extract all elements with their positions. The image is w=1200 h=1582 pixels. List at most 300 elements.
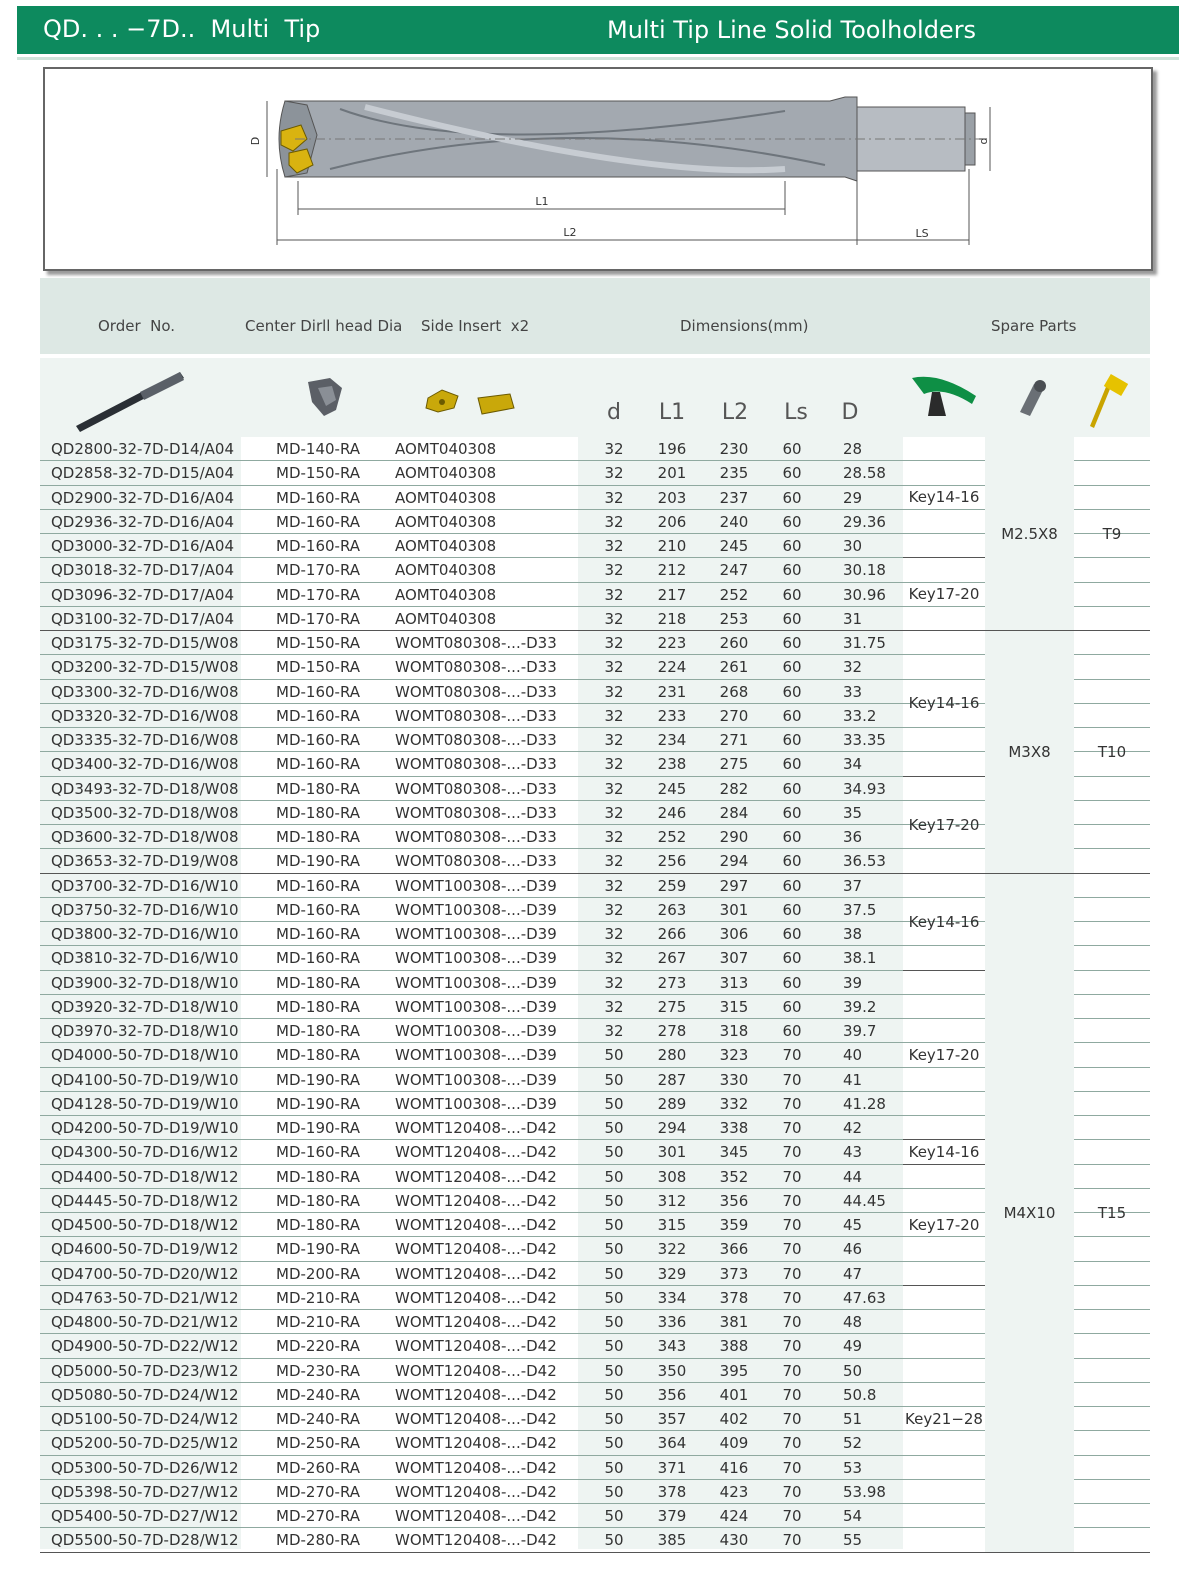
dim-D-cell: 50 [843, 1361, 863, 1380]
dim-d-cell: 50 [604, 1216, 624, 1234]
key-cell [903, 1165, 985, 1286]
dim-L1-cell: 224 [657, 658, 687, 677]
dim-L1-cell: 336 [657, 1313, 687, 1331]
dim-Ls-cell: 70 [782, 1313, 802, 1331]
dim-D-cell: 42 [843, 1119, 863, 1137]
side-insert-cell: AOMT040308 [395, 488, 497, 507]
dim-d-cell: 32 [604, 1022, 624, 1040]
torx-cell [1074, 437, 1150, 631]
dim-L1-cell: 206 [657, 512, 687, 531]
dim-L1-cell: 218 [657, 609, 687, 628]
side-insert-cell: WOMT120408-...-D42 [395, 1240, 557, 1259]
dim-D-cell: 31.75 [843, 634, 886, 652]
key-cell-label: Key21−28 [905, 1409, 983, 1428]
center-head-cell: MD-230-RA [276, 1361, 361, 1380]
banner-underline [17, 57, 1179, 60]
dim-L2-cell: 260 [719, 634, 749, 652]
order-no-cell: QD3000-32-7D-D16/A04 [51, 537, 234, 555]
key-cell-label: Key17-20 [908, 815, 980, 834]
screw-cell-label: M3X8 [1008, 742, 1051, 761]
dim-L2-cell: 332 [719, 1094, 749, 1113]
key-cell-label: Key14-16 [908, 694, 980, 713]
side-insert-cell: AOMT040308 [395, 585, 497, 604]
dim-d-cell: 32 [604, 537, 624, 555]
order-no-cell: QD3920-32-7D-D18/W10 [51, 997, 239, 1016]
center-head-cell: MD-160-RA [276, 1143, 361, 1162]
dim-L1-cell: 334 [657, 1288, 687, 1307]
order-no-cell: QD4500-50-7D-D18/W12 [51, 1216, 239, 1234]
center-head-cell: MD-160-RA [276, 731, 361, 749]
dim-d-cell: 32 [604, 803, 624, 822]
dim-D-cell: 37 [843, 876, 863, 895]
dim-d-cell: 50 [604, 1434, 624, 1453]
dim-d-cell: 32 [604, 900, 624, 919]
dim-L2-cell: 235 [719, 464, 749, 483]
dim-L2-cell: 237 [719, 488, 749, 507]
dim-d-cell: 50 [604, 1410, 624, 1428]
order-no-cell: QD4100-50-7D-D19/W10 [51, 1070, 239, 1089]
dim-L1-cell: 294 [657, 1119, 687, 1137]
dim-d-cell: 50 [604, 1191, 624, 1210]
dim-L2-cell: 378 [719, 1288, 749, 1307]
dim-d-cell: 50 [604, 1482, 624, 1501]
order-no-cell: QD3750-32-7D-D16/W10 [51, 900, 239, 919]
dim-L2-cell: 352 [719, 1167, 749, 1186]
dim-L1-cell: 246 [657, 803, 687, 822]
side-insert-cell: WOMT100308-...-D39 [395, 973, 557, 992]
center-head-cell: MD-190-RA [276, 852, 361, 871]
dim-L2-cell: 401 [719, 1385, 749, 1404]
dim-L2-cell: 307 [719, 949, 749, 968]
dim-Ls-cell: 70 [782, 1216, 802, 1234]
dim-L1-cell: 350 [657, 1361, 687, 1380]
center-head-cell: MD-160-RA [276, 488, 361, 507]
key-cell-label: Key14-16 [908, 912, 980, 931]
dim-D-cell: 30.96 [843, 585, 886, 604]
dim-D-cell: 44 [843, 1167, 863, 1186]
dim-d-cell: 50 [604, 1119, 624, 1137]
dim-L2-cell: 275 [719, 755, 749, 774]
side-insert-cell: WOMT120408-...-D42 [395, 1216, 557, 1234]
dim-d-cell: 50 [604, 1361, 624, 1380]
dim-D-cell: 40 [843, 1046, 863, 1065]
dim-D-cell: 51 [843, 1410, 863, 1428]
dim-d-cell: 50 [604, 1337, 624, 1356]
dim-D-cell: 39.2 [843, 997, 877, 1016]
center-head-cell: MD-190-RA [276, 1119, 361, 1137]
dim-d-cell: 32 [604, 925, 624, 943]
dim-L2-cell: 284 [719, 803, 749, 822]
dim-D-cell: 48 [843, 1313, 863, 1331]
dim-D-cell: 33.2 [843, 706, 877, 725]
side-insert-cell: AOMT040308 [395, 537, 497, 555]
order-no-cell: QD5080-50-7D-D24/W12 [51, 1385, 239, 1404]
dim-L1-cell: 256 [657, 852, 687, 871]
dim-d-cell: 32 [604, 682, 624, 701]
dim-d-cell: 32 [604, 609, 624, 628]
dim-Ls-cell: 60 [782, 682, 802, 701]
order-no-cell: QD3400-32-7D-D16/W08 [51, 755, 239, 774]
order-no-cell: QD2800-32-7D-D14/A04 [51, 440, 234, 458]
side-insert-cell: WOMT100308-...-D39 [395, 1094, 557, 1113]
dim-d-cell: 50 [604, 1288, 624, 1307]
center-head-cell: MD-260-RA [276, 1458, 361, 1477]
dim-D-cell: 28 [843, 440, 863, 458]
dim-L2-cell: 230 [719, 440, 749, 458]
dim-L2-cell: 282 [719, 779, 749, 798]
order-no-cell: QD2858-32-7D-D15/A04 [51, 464, 234, 483]
key-cell [903, 874, 985, 971]
dim-Ls-cell: 70 [782, 1143, 802, 1162]
dim-L1-cell: 203 [657, 488, 687, 507]
dim-Ls-cell: 60 [782, 512, 802, 531]
dim-D-cell: 49 [843, 1337, 863, 1356]
side-insert-cell: WOMT080308-...-D33 [395, 658, 557, 677]
dim-L2-cell: 373 [719, 1264, 749, 1283]
dim-L1-cell: 231 [657, 682, 687, 701]
center-head-cell: MD-270-RA [276, 1507, 361, 1525]
torx-cell-label: T15 [1097, 1203, 1127, 1222]
order-no-cell: QD5000-50-7D-D23/W12 [51, 1361, 239, 1380]
dim-d-cell: 32 [604, 634, 624, 652]
order-no-cell: QD3500-32-7D-D18/W08 [51, 803, 239, 822]
side-insert-cell: WOMT080308-...-D33 [395, 755, 557, 774]
center-head-cell: MD-160-RA [276, 876, 361, 895]
toolholder-diagram [45, 69, 1151, 269]
side-insert-cell: WOMT120408-...-D42 [395, 1119, 557, 1137]
dim-Ls-cell: 60 [782, 803, 802, 822]
dim-Ls-cell: 60 [782, 537, 802, 555]
center-head-cell: MD-180-RA [276, 997, 361, 1016]
dim-label-d: d [607, 400, 621, 425]
dim-D-cell: 39.7 [843, 1022, 877, 1040]
dim-Ls-cell: 70 [782, 1167, 802, 1186]
dim-D-cell: 46 [843, 1240, 863, 1259]
dim-Ls-cell: 60 [782, 464, 802, 483]
order-no-cell: QD3800-32-7D-D16/W10 [51, 925, 239, 943]
insert-womt-icon [478, 394, 514, 414]
order-no-cell: QD4900-50-7D-D22/W12 [51, 1337, 239, 1356]
drawing-label-LS: LS [915, 227, 929, 240]
dim-L1-cell: 233 [657, 706, 687, 725]
dim-d-cell: 32 [604, 852, 624, 871]
dim-L1-cell: 201 [657, 464, 687, 483]
dim-d-cell: 32 [604, 488, 624, 507]
order-no-cell: QD4300-50-7D-D16/W12 [51, 1143, 239, 1162]
dim-Ls-cell: 70 [782, 1361, 802, 1380]
drawing-label-L1: L1 [535, 195, 549, 208]
column-spare-parts: Spare Parts [991, 317, 1077, 335]
side-insert-cell: WOMT120408-...-D42 [395, 1143, 557, 1162]
drawing-label-d: d [977, 137, 990, 145]
order-no-cell: QD2936-32-7D-D16/A04 [51, 512, 234, 531]
center-head-cell: MD-160-RA [276, 949, 361, 968]
series-title: QD. . . −7D.. Multi Tip [43, 15, 321, 43]
dim-D-cell: 33 [843, 682, 863, 701]
dim-L2-cell: 270 [719, 706, 749, 725]
screw-cell [985, 874, 1074, 1553]
dim-L2-cell: 359 [719, 1216, 749, 1234]
dim-Ls-cell: 60 [782, 585, 802, 604]
side-insert-cell: WOMT120408-...-D42 [395, 1410, 557, 1428]
dim-Ls-cell: 60 [782, 561, 802, 580]
key-cell [903, 1140, 985, 1164]
order-no-cell: QD5200-50-7D-D25/W12 [51, 1434, 239, 1453]
dim-Ls-cell: 70 [782, 1288, 802, 1307]
dim-D-cell: 41.28 [843, 1094, 886, 1113]
center-head-cell: MD-160-RA [276, 512, 361, 531]
dim-L1-cell: 378 [657, 1482, 687, 1501]
dim-L2-cell: 356 [719, 1191, 749, 1210]
key-cell [903, 777, 985, 874]
center-head-cell: MD-250-RA [276, 1434, 361, 1453]
product-icons [40, 358, 1150, 437]
key-cell-label: Key14-16 [908, 1142, 980, 1161]
dim-Ls-cell: 70 [782, 1434, 802, 1453]
dim-D-cell: 32 [843, 658, 863, 677]
column-side-insert: Side Insert x2 [421, 317, 530, 335]
dim-L1-cell: 322 [657, 1240, 687, 1259]
center-head-cell: MD-150-RA [276, 658, 361, 677]
side-insert-cell: AOMT040308 [395, 561, 497, 580]
center-head-cell: MD-210-RA [276, 1313, 361, 1331]
dim-d-cell: 50 [604, 1458, 624, 1477]
side-insert-cell: WOMT080308-...-D33 [395, 779, 557, 798]
dim-d-cell: 32 [604, 828, 624, 846]
center-head-cell: MD-190-RA [276, 1070, 361, 1089]
dim-D-cell: 30.18 [843, 561, 886, 580]
key-cell [903, 971, 985, 1141]
dim-D-cell: 34 [843, 755, 863, 774]
dim-Ls-cell: 70 [782, 1410, 802, 1428]
dim-D-cell: 50.8 [843, 1385, 877, 1404]
column-center-head: Center Dirll head Dia [245, 317, 403, 335]
dim-D-cell: 55 [843, 1531, 863, 1550]
center-head-cell: MD-220-RA [276, 1337, 361, 1356]
dim-L1-cell: 280 [657, 1046, 687, 1065]
center-head-cell: MD-190-RA [276, 1094, 361, 1113]
dim-L1-cell: 267 [657, 949, 687, 968]
title-banner [17, 6, 1179, 54]
dim-L1-cell: 312 [657, 1191, 687, 1210]
order-no-cell: QD3096-32-7D-D17/A04 [51, 585, 234, 604]
side-insert-cell: WOMT080308-...-D33 [395, 682, 557, 701]
dim-Ls-cell: 60 [782, 925, 802, 943]
dim-L1-cell: 212 [657, 561, 687, 580]
dim-L1-cell: 263 [657, 900, 687, 919]
dim-d-cell: 50 [604, 1070, 624, 1089]
center-head-cell: MD-200-RA [276, 1264, 361, 1283]
dim-L2-cell: 240 [719, 512, 749, 531]
center-head-cell: MD-180-RA [276, 1191, 361, 1210]
dim-D-cell: 53 [843, 1458, 863, 1477]
dim-L1-cell: 357 [657, 1410, 687, 1428]
dim-L1-cell: 278 [657, 1022, 687, 1040]
side-insert-cell: AOMT040308 [395, 609, 497, 628]
column-order-no: Order No. [98, 317, 176, 335]
screw-cell-label: M4X10 [1003, 1203, 1056, 1222]
side-insert-cell: AOMT040308 [395, 464, 497, 483]
dim-D-cell: 45 [843, 1216, 863, 1234]
dim-L1-cell: 210 [657, 537, 687, 555]
dim-D-cell: 44.45 [843, 1191, 886, 1210]
dim-Ls-cell: 60 [782, 779, 802, 798]
dim-L1-cell: 234 [657, 731, 687, 749]
side-insert-cell: WOMT080308-...-D33 [395, 706, 557, 725]
dim-D-cell: 47 [843, 1264, 863, 1283]
order-no-cell: QD3018-32-7D-D17/A04 [51, 561, 234, 580]
order-no-cell: QD3335-32-7D-D16/W08 [51, 731, 239, 749]
dim-Ls-cell: 60 [782, 973, 802, 992]
dim-L1-cell: 238 [657, 755, 687, 774]
dim-L2-cell: 424 [719, 1507, 749, 1525]
dim-L2-cell: 297 [719, 876, 749, 895]
center-head-cell: MD-160-RA [276, 537, 361, 555]
dim-d-cell: 50 [604, 1240, 624, 1259]
dim-L2-cell: 395 [719, 1361, 749, 1380]
torx-cell [1074, 631, 1150, 874]
center-head-cell: MD-160-RA [276, 755, 361, 774]
dim-D-cell: 35 [843, 803, 863, 822]
dim-d-cell: 32 [604, 585, 624, 604]
dim-Ls-cell: 60 [782, 997, 802, 1016]
dim-L1-cell: 329 [657, 1264, 687, 1283]
dim-L1-cell: 343 [657, 1337, 687, 1356]
dim-Ls-cell: 70 [782, 1046, 802, 1065]
dim-L2-cell: 323 [719, 1046, 749, 1065]
dim-d-cell: 32 [604, 731, 624, 749]
dim-Ls-cell: 70 [782, 1531, 802, 1550]
dim-L1-cell: 266 [657, 925, 687, 943]
drawing-label-D: D [249, 136, 262, 146]
order-no-cell: QD3175-32-7D-D15/W08 [51, 634, 239, 652]
torx-cell-label: T9 [1102, 524, 1122, 543]
dim-d-cell: 32 [604, 997, 624, 1016]
screw-cell [985, 631, 1074, 874]
side-insert-cell: WOMT120408-...-D42 [395, 1191, 557, 1210]
dim-d-cell: 32 [604, 876, 624, 895]
order-no-cell: QD3200-32-7D-D15/W08 [51, 658, 239, 677]
order-no-cell: QD4600-50-7D-D19/W12 [51, 1240, 239, 1259]
side-insert-cell: WOMT120408-...-D42 [395, 1458, 557, 1477]
dim-label-Ls: Ls [784, 400, 808, 425]
side-insert-cell: WOMT120408-...-D42 [395, 1385, 557, 1404]
product-line-title: Multi Tip Line Solid Toolholders [607, 16, 977, 44]
center-head-cell: MD-180-RA [276, 973, 361, 992]
dim-D-cell: 38 [843, 925, 863, 943]
dim-d-cell: 32 [604, 706, 624, 725]
dim-L1-cell: 379 [657, 1507, 687, 1525]
dim-L2-cell: 409 [719, 1434, 749, 1453]
side-insert-cell: WOMT100308-...-D39 [395, 1070, 557, 1089]
order-no-cell: QD5300-50-7D-D26/W12 [51, 1458, 239, 1477]
key-cell [903, 631, 985, 777]
drawing-label-L2: L2 [563, 226, 577, 239]
dim-L1-cell: 356 [657, 1385, 687, 1404]
dim-D-cell: 30 [843, 537, 863, 555]
dim-L1-cell: 275 [657, 997, 687, 1016]
center-head-cell: MD-160-RA [276, 900, 361, 919]
dim-D-cell: 41 [843, 1070, 863, 1089]
dim-D-cell: 33.35 [843, 731, 886, 749]
dim-d-cell: 50 [604, 1531, 624, 1550]
order-no-cell: QD3700-32-7D-D16/W10 [51, 876, 239, 895]
dim-L1-cell: 259 [657, 876, 687, 895]
order-no-cell: QD4763-50-7D-D21/W12 [51, 1288, 239, 1307]
dim-L2-cell: 423 [719, 1482, 749, 1501]
dim-d-cell: 32 [604, 464, 624, 483]
center-head-cell: MD-270-RA [276, 1482, 361, 1501]
order-no-cell: QD5400-50-7D-D27/W12 [51, 1507, 239, 1525]
key-cell [903, 1286, 985, 1553]
center-head-cell: MD-180-RA [276, 828, 361, 846]
order-no-cell: QD3100-32-7D-D17/A04 [51, 609, 234, 628]
dim-Ls-cell: 70 [782, 1385, 802, 1404]
dim-D-cell: 29.36 [843, 512, 886, 531]
dim-D-cell: 28.58 [843, 464, 886, 483]
center-head-cell: MD-170-RA [276, 561, 361, 580]
dim-L2-cell: 315 [719, 997, 749, 1016]
icon-row [40, 358, 1150, 437]
dim-Ls-cell: 60 [782, 852, 802, 871]
dim-d-cell: 50 [604, 1143, 624, 1162]
dim-L1-cell: 308 [657, 1167, 687, 1186]
dim-Ls-cell: 70 [782, 1094, 802, 1113]
screw-cell-label: M2.5X8 [1001, 524, 1058, 543]
center-head-cell: MD-170-RA [276, 585, 361, 604]
order-no-cell: QD4400-50-7D-D18/W12 [51, 1167, 239, 1186]
side-insert-cell: WOMT100308-...-D39 [395, 876, 557, 895]
dim-Ls-cell: 70 [782, 1458, 802, 1477]
side-insert-cell: WOMT120408-...-D42 [395, 1264, 557, 1283]
dim-D-cell: 38.1 [843, 949, 877, 968]
order-no-cell: QD5398-50-7D-D27/W12 [51, 1482, 239, 1501]
order-no-cell: QD3810-32-7D-D16/W10 [51, 949, 239, 968]
dim-L1-cell: 223 [657, 634, 687, 652]
dim-d-cell: 50 [604, 1094, 624, 1113]
dim-L2-cell: 345 [719, 1143, 749, 1162]
side-insert-cell: AOMT040308 [395, 512, 497, 531]
dim-L2-cell: 313 [719, 973, 749, 992]
dim-L2-cell: 253 [719, 609, 749, 628]
dim-D-cell: 34.93 [843, 779, 886, 798]
order-no-cell: QD2900-32-7D-D16/A04 [51, 488, 234, 507]
dim-Ls-cell: 60 [782, 706, 802, 725]
dim-L1-cell: 245 [657, 779, 687, 798]
dim-L2-cell: 402 [719, 1410, 749, 1428]
dim-D-cell: 36 [843, 828, 863, 846]
center-head-cell: MD-180-RA [276, 1167, 361, 1186]
side-insert-cell: WOMT120408-...-D42 [395, 1288, 557, 1307]
dim-Ls-cell: 60 [782, 900, 802, 919]
side-insert-cell: WOMT080308-...-D33 [395, 828, 557, 846]
dim-d-cell: 32 [604, 973, 624, 992]
column-dimensions: Dimensions(mm) [680, 317, 809, 335]
dim-Ls-cell: 60 [782, 1022, 802, 1040]
dim-D-cell: 36.53 [843, 852, 886, 871]
dim-L2-cell: 294 [719, 852, 749, 871]
dim-L2-cell: 290 [719, 828, 749, 846]
dim-L2-cell: 301 [719, 900, 749, 919]
side-insert-cell: WOMT080308-...-D33 [395, 634, 557, 652]
side-insert-cell: WOMT120408-...-D42 [395, 1361, 557, 1380]
center-head-cell: MD-180-RA [276, 779, 361, 798]
dim-D-cell: 37.5 [843, 900, 877, 919]
order-no-cell: QD3300-32-7D-D16/W08 [51, 682, 239, 701]
center-head-cell: MD-280-RA [276, 1531, 361, 1550]
key-cell [903, 558, 985, 631]
side-insert-cell: WOMT120408-...-D42 [395, 1482, 557, 1501]
